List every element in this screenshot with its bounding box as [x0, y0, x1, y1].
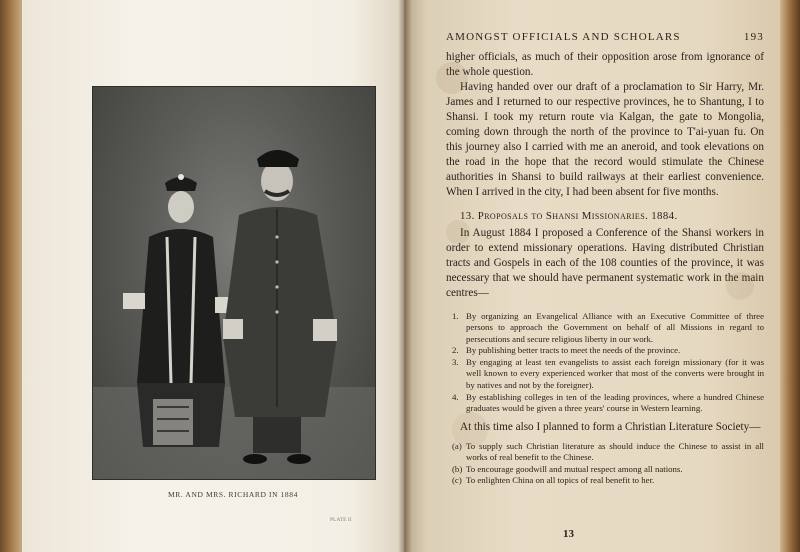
book-edge-right	[778, 0, 800, 552]
list-item: 3. By engaging at least ten evangelists to assist each foreign missionary (for it was well known to every experienced worker that most of the converts were brought in by natives and not by the foreigner).	[452, 357, 764, 390]
figure-woman	[123, 174, 237, 447]
list-item: (a) To supply such Christian literature as should induce the Chinese to assist in all works of real benefit to the Chinese.	[452, 441, 764, 463]
paragraph-literature-society: At this time also I planned to form a Christian Literature Society—	[460, 421, 761, 434]
photo-caption: MR. AND MRS. RICHARD IN 1884	[168, 490, 298, 499]
list-item: 2. By publishing better tracts to meet the needs of the province.	[452, 345, 681, 356]
plate-mark: PLATE II	[330, 517, 352, 523]
society-aims-list	[446, 441, 764, 486]
folio-signature: 13	[563, 528, 574, 540]
book-gutter	[398, 0, 412, 552]
portrait-illustration	[93, 87, 375, 479]
paragraph-journey: Having handed over our draft of a proclamation to Sir Harry, Mr. James and I returned to our respective provinces, he to Shantung, I to Shansi. I took my return route via Kalgan, the gate to Mongolia, coming down through the north of the province to T'ai-yuan fu. On this journey also I carried with me an aneroid, and took elevations on the road in the hope that the record would stimulate the Chinese authorities in Shansi to build railways at their earliest convenience. When I arrived in the city, I had been absent for five months.	[446, 81, 764, 198]
list-item: 4. By establishing colleges in ten of the leading provinces, where a hundred Chinese graduates would be given a three years' course in Western learning.	[452, 391, 764, 413]
list-item: 1. By organizing an Evangelical Alliance with an Executive Committee of three persons to approach the Government on behalf of all Missions in regard to persecutions and secure religious liberty in our work.	[452, 311, 764, 344]
proposal-list	[446, 311, 764, 414]
list-item: (b) To encourage goodwill and mutual respect among all nations.	[452, 463, 683, 474]
paragraph-conference: In August 1884 I proposed a Conference of the Shansi workers in order to extend missionary operations. Having distributed Christian tracts and Gospels in each of the 108 counties of the province, it was necessary that we should have permanent systematic work in the main centres—	[446, 227, 764, 299]
section-heading: 13. Proposals to Shansi Missionaries. 1884.	[460, 210, 678, 222]
page-number: 193	[743, 31, 764, 43]
portrait-photograph	[92, 86, 376, 480]
running-head-title: AMONGST OFFICIALS AND SCHOLARS	[446, 31, 681, 43]
right-page-body	[446, 50, 764, 486]
figure-man	[223, 150, 337, 464]
list-item: (c) To enlighten China on all topics of real benefit to her.	[452, 475, 655, 486]
paragraph-opening: higher officials, as much of their opposition arose from ignorance of the whole question.	[446, 51, 764, 78]
